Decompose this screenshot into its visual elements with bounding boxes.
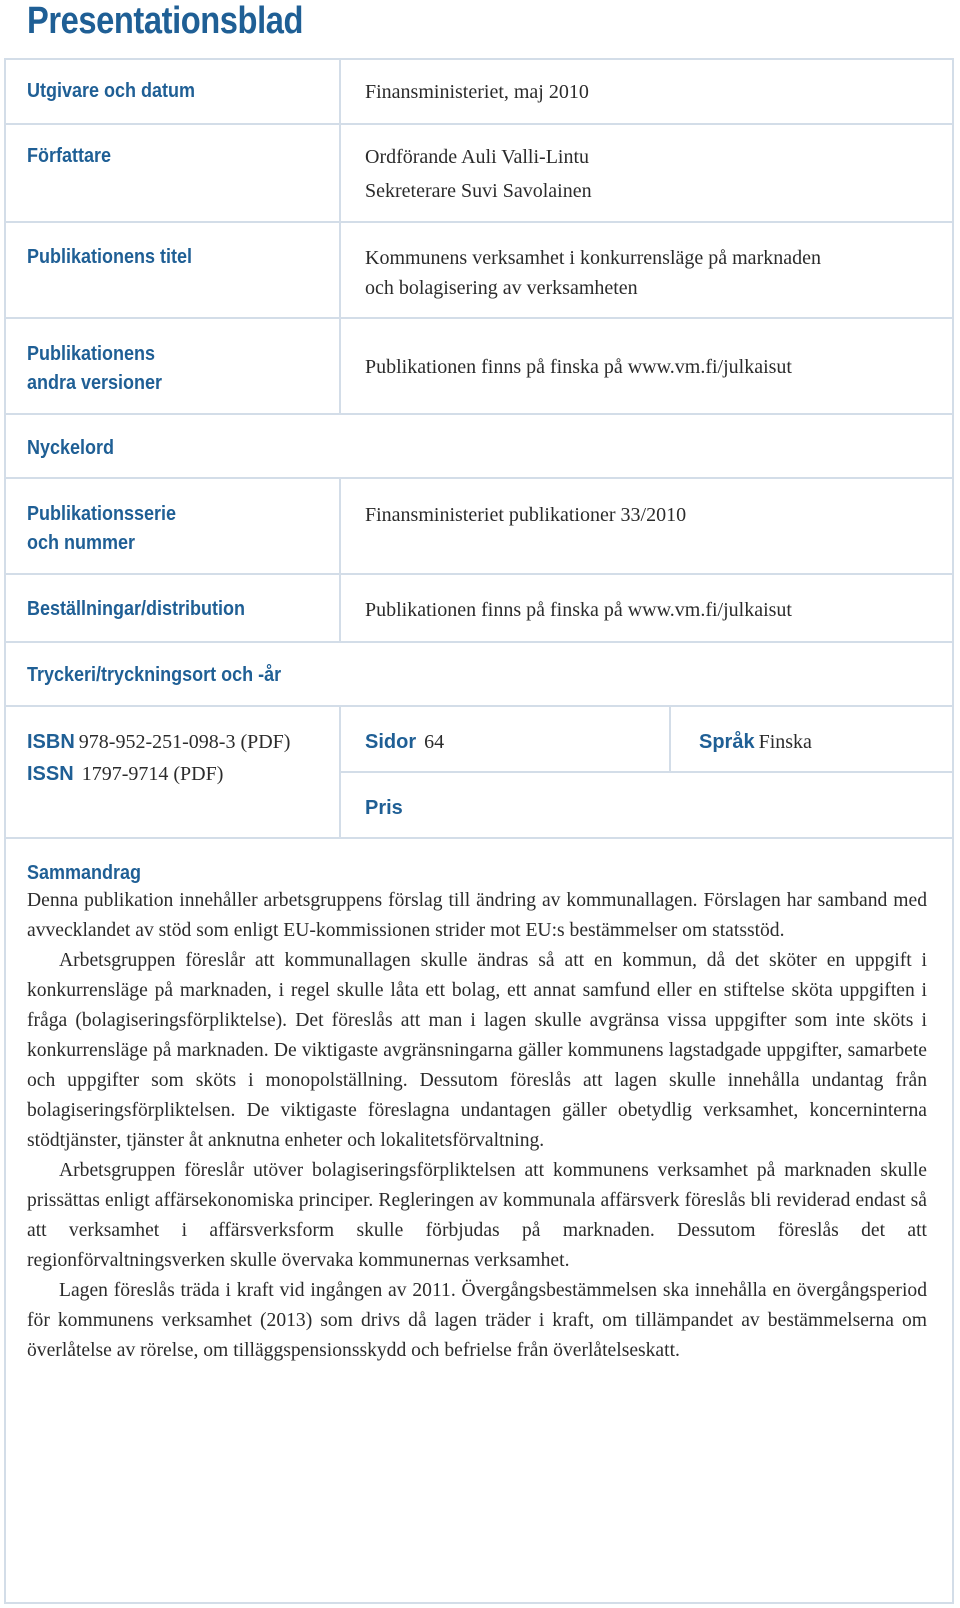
orders-label: Beställningar/distribution bbox=[27, 598, 246, 620]
isbn-line bbox=[27, 727, 290, 759]
price-label: Pris bbox=[365, 797, 403, 819]
pages-value: 64 bbox=[424, 731, 445, 753]
issn-label: ISSN bbox=[27, 763, 74, 785]
pages-line bbox=[365, 727, 444, 759]
divider bbox=[4, 413, 954, 415]
page-title: Presentationsblad bbox=[27, 0, 303, 42]
summary-heading: Sammandrag bbox=[27, 862, 142, 884]
summary-paragraph: Arbetsgruppen föreslår att kommunallagen skulle ändras så att en kommun, då det sköter en uppgift i konkurrensläge på marknaden, i regel skulle låta ett bolag, ett annat samfund eller en stiftelse sköta uppgiften i fråga (bolagiseringsförpliktelse). Det föreslås att man i lagen skulle avgränsa vissa uppgifter som inte sköts i konkurrensläge på marknaden. De viktigaste avgränsningarna gäller kommunens lagstadgade uppgifter, samarbete och uppgifter som sköts i monopolställning. Dessutom föreslås att lagen skulle innehålla undantag från bolagiseringsförpliktelsen. De viktigaste föreslagna undantagen gäller obetydlig verksamhet, koncerninterna stödtjänster, tjänster åt anknutna enheter och lokalitetsförvaltning. bbox=[27, 950, 927, 1151]
issn-value: 1797-9714 (PDF) bbox=[81, 763, 224, 785]
author-line-2: Sekreterare Suvi Savolainen bbox=[365, 180, 592, 202]
language-line bbox=[699, 727, 812, 759]
isbn-label: ISBN bbox=[27, 731, 75, 753]
other-versions-value: Publikationen finns på finska på www.vm.fi/julkaisut bbox=[365, 356, 792, 378]
orders-value: Publikationen finns på finska på www.vm.fi/julkaisut bbox=[365, 599, 792, 621]
series-label-1: Publikationsserie bbox=[27, 503, 177, 525]
pub-title-label: Publikationens titel bbox=[27, 246, 193, 268]
author-line-1: Ordförande Auli Valli-Lintu bbox=[365, 146, 590, 168]
pub-title-line-1: Kommunens verksamhet i konkurrensläge på marknaden bbox=[365, 247, 821, 269]
divider bbox=[4, 317, 954, 319]
series-value: Finansministeriet publikationer 33/2010 bbox=[365, 504, 687, 526]
language-value: Finska bbox=[758, 731, 812, 753]
divider bbox=[4, 221, 954, 223]
keywords-label: Nyckelord bbox=[27, 437, 115, 459]
issn-line bbox=[27, 759, 223, 791]
column-divider bbox=[669, 705, 671, 771]
authors-label: Författare bbox=[27, 145, 112, 167]
divider bbox=[4, 641, 954, 643]
column-divider bbox=[339, 58, 341, 413]
summary-paragraph: Lagen föreslås träda i kraft vid ingången av 2011. Övergångsbestämmelsen ska innehålla en övergångsperiod för kommunens verksamhet (2013) som drivs då lagen träder i kraft, om tillämpandet av bestämmelserna om överlåtelse av rörelse, om tilläggspensionsskydd och befrielse från överlåtelseskatt. bbox=[27, 1280, 927, 1361]
column-divider bbox=[339, 705, 341, 837]
divider bbox=[4, 837, 954, 839]
summary-paragraph: Arbetsgruppen föreslår utöver bolagiseringsförpliktelsen att kommunens verksamhet på marknaden skulle prissättas enligt affärsekonomiska principer. Regleringen av kommunala affärsverk föreslås bli reviderad endast så att verksamhet i affärsverksform skulle förbjudas på marknaden. Dessutom föreslås det att regionförvaltningsverken skulle övervaka kommunernas verksamhet. bbox=[27, 1160, 927, 1271]
divider bbox=[340, 771, 954, 773]
publisher-label: Utgivare och datum bbox=[27, 80, 196, 102]
price-line bbox=[365, 793, 403, 825]
publisher-value: Finansministeriet, maj 2010 bbox=[365, 81, 589, 103]
column-divider bbox=[339, 477, 341, 641]
series-label-2: och nummer bbox=[27, 532, 136, 554]
printer-label: Tryckeri/tryckningsort och -år bbox=[27, 664, 282, 686]
divider bbox=[4, 477, 954, 479]
divider bbox=[4, 573, 954, 575]
isbn-value: 978-952-251-098-3 (PDF) bbox=[78, 731, 291, 753]
other-versions-label-2: andra versioner bbox=[27, 372, 163, 394]
summary-paragraph: Denna publikation innehåller arbetsgruppens förslag till ändring av kommunallagen. Förslagen har samband med avvecklandet av stöd som enligt EU-kommissionen strider mot EU:s bestämmelser om statsstöd. bbox=[27, 890, 927, 941]
divider bbox=[4, 705, 954, 707]
pub-title-line-2: och bolagisering av verksamheten bbox=[365, 277, 638, 299]
language-label: Språk bbox=[699, 731, 755, 753]
pages-label: Sidor bbox=[365, 731, 417, 753]
summary-body bbox=[27, 886, 927, 1366]
divider bbox=[4, 123, 954, 125]
other-versions-label-1: Publikationens bbox=[27, 343, 156, 365]
